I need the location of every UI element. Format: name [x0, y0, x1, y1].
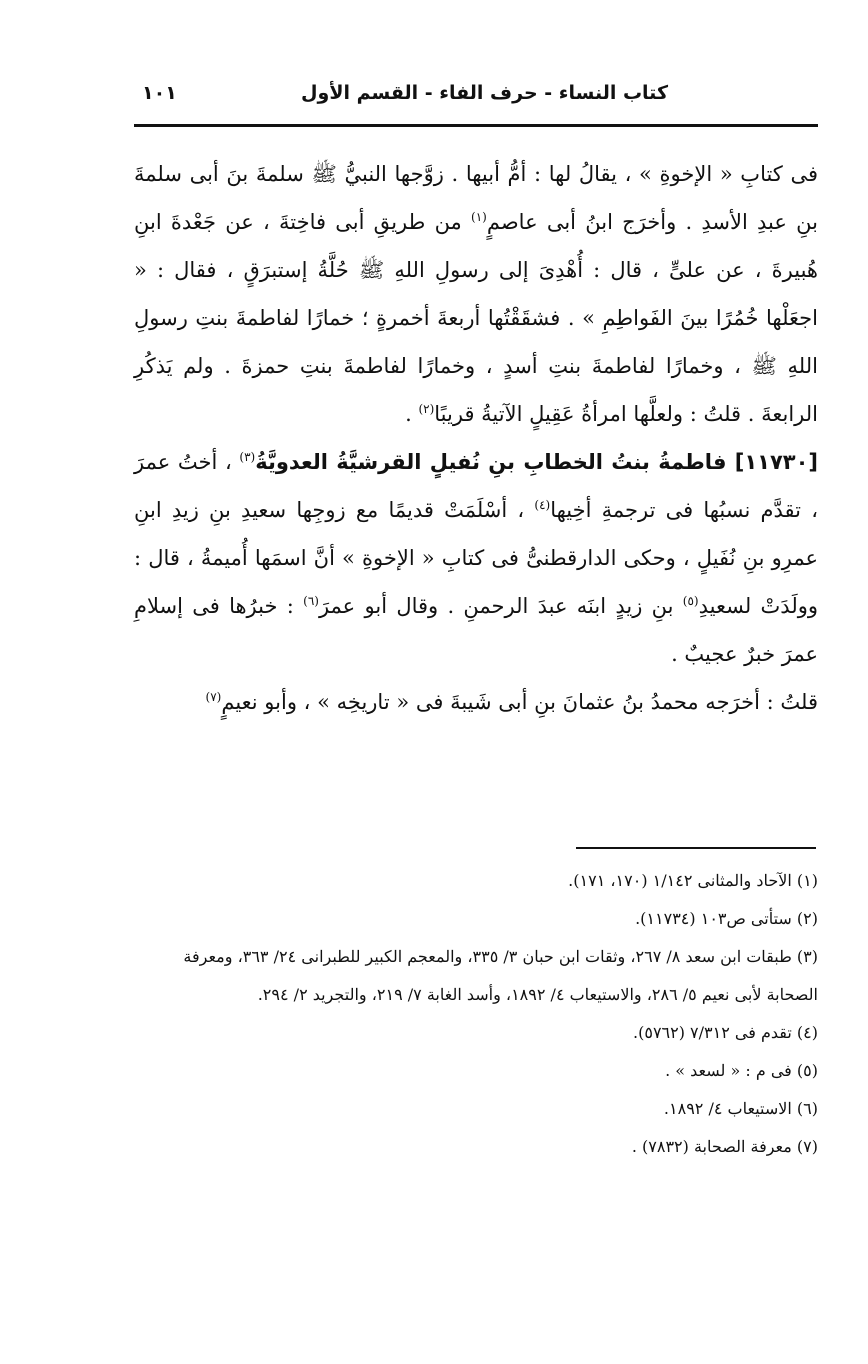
footnote-7: (٧) معرفة الصحابة (٧٨٣٢) .: [631, 1137, 818, 1156]
footnote-ref: (٦): [303, 594, 319, 608]
text-segment: ، أسْلَمَتْ قديمًا مع زوجِها سعيدِ بنِ زيدِ ابنِ عمرِو بنِ نُفَيلٍ ، وحكى الدارقطنىُّ فى كتابِ « الإخوةِ » أنَّ اسمَها أُميمةُ ، قال : وولَدَتْ لسعيدِ: [134, 498, 818, 618]
text-segment: : خبرُها فى إسلامِ عمرَ خبرٌ عجيبٌ .: [134, 594, 818, 666]
page-number: ١٠١: [142, 82, 177, 104]
footnote-2: (٢) ستأتى ص١٠٣ (١١٧٣٤).: [635, 909, 818, 928]
header-rule: [134, 124, 818, 127]
header-title: كتاب النساء - حرف الفاء - القسم الأول: [301, 82, 668, 104]
entry-heading: [١١٧٣٠] فاطمةُ بنتُ الخطابِ بنِ نُفيلٍ القرشيَّةُ العدويَّةُ: [255, 450, 819, 474]
main-text: [134, 150, 818, 726]
paragraph-2: [134, 438, 818, 678]
paragraph-1: [134, 150, 818, 438]
footnote-1: (١) الآحاد والمثانى ١/١٤٢ (١٧٠، ١٧١).: [568, 871, 818, 890]
footnotes: [134, 862, 818, 1166]
footnote-ref: (٥): [682, 594, 699, 608]
paragraph-3: [134, 678, 818, 726]
text-segment: .: [405, 402, 419, 426]
footnote-6: (٦) الاستيعاب ٤/ ١٨٩٢.: [663, 1099, 818, 1118]
text-segment: ، أختُ عمرَ ، تقدَّم نسبُها فى ترجمةِ أخِيها: [134, 450, 818, 522]
footnote-3: (٣) طبقات ابن سعد ٨/ ٢٦٧، وثقات ابن حبان ٣/ ٣٣٥، والمعجم الكبير للطبرانى ٢٤/ ٣٦٣، ومعرفة الصحابة لأبى نعيم ٥/ ٢٨٦، والاستيعاب ٤/ ١٨٩٢، وأسد الغابة ٧/ ٢١٩، والتجريد ٢/ ٢٩٤.: [183, 947, 818, 1004]
text-segment: فى كتابِ « الإخوةِ » ، يقالُ لها : أمُّ أبيها . زوَّجها النبيُّ ﷺ سلمةَ بنَ أبى سلمةَ بنِ عبدِ الأسدِ . وأخرَج ابنُ أبى عاصمٍ: [134, 162, 818, 234]
text-segment: من طريقِ أبى فاخِتةَ ، عن جَعْدةَ ابنِ هُبيرةَ ، عن علىٍّ ، قال : أُهْدِىَ إلى رسولِ اللهِ ﷺ حُلَّةُ إستبرَقٍ ، فقال : « اجعَلْها خُمُرًا بينَ الفَواطِمِ » . فشقَقْتُها أربعةَ أخمرةٍ ؛ خمارًا لفاطمةَ بنتِ رسولِ اللهِ ﷺ ، وخمارًا لفاطمةَ بنتِ أسدٍ ، وخمارًا لفاطمةَ بنتِ حمزةَ . ولم يَذكُرِ الرابعةَ . قلتُ : ولعلَّها امرأةُ عَقِيلٍ الآتيةُ قريبًا: [134, 210, 818, 426]
footnote-4: (٤) تقدم فى ٧/٣١٢ (٥٧٦٢).: [633, 1023, 818, 1042]
footnote-ref: (٤): [534, 498, 551, 512]
footnote-separator: [576, 847, 816, 849]
footnote-ref: (٣): [239, 450, 256, 464]
footnote-ref: (١): [471, 210, 487, 224]
text-segment: بنِ زيدٍ ابنَه عبدَ الرحمنِ . وقال أبو عمرَ: [318, 594, 683, 618]
text-segment: قلتُ : أخرَجه محمدُ بنُ عثمانَ بنِ أبى شَيبةَ فى « تاريخِه » ، وأبو نعيمٍ: [221, 690, 818, 714]
footnote-ref: (٧): [205, 690, 222, 704]
footnote-ref: (٢): [418, 402, 435, 416]
running-header: [134, 82, 818, 116]
footnote-5: (٥) فى م : « لسعد » .: [665, 1061, 818, 1080]
